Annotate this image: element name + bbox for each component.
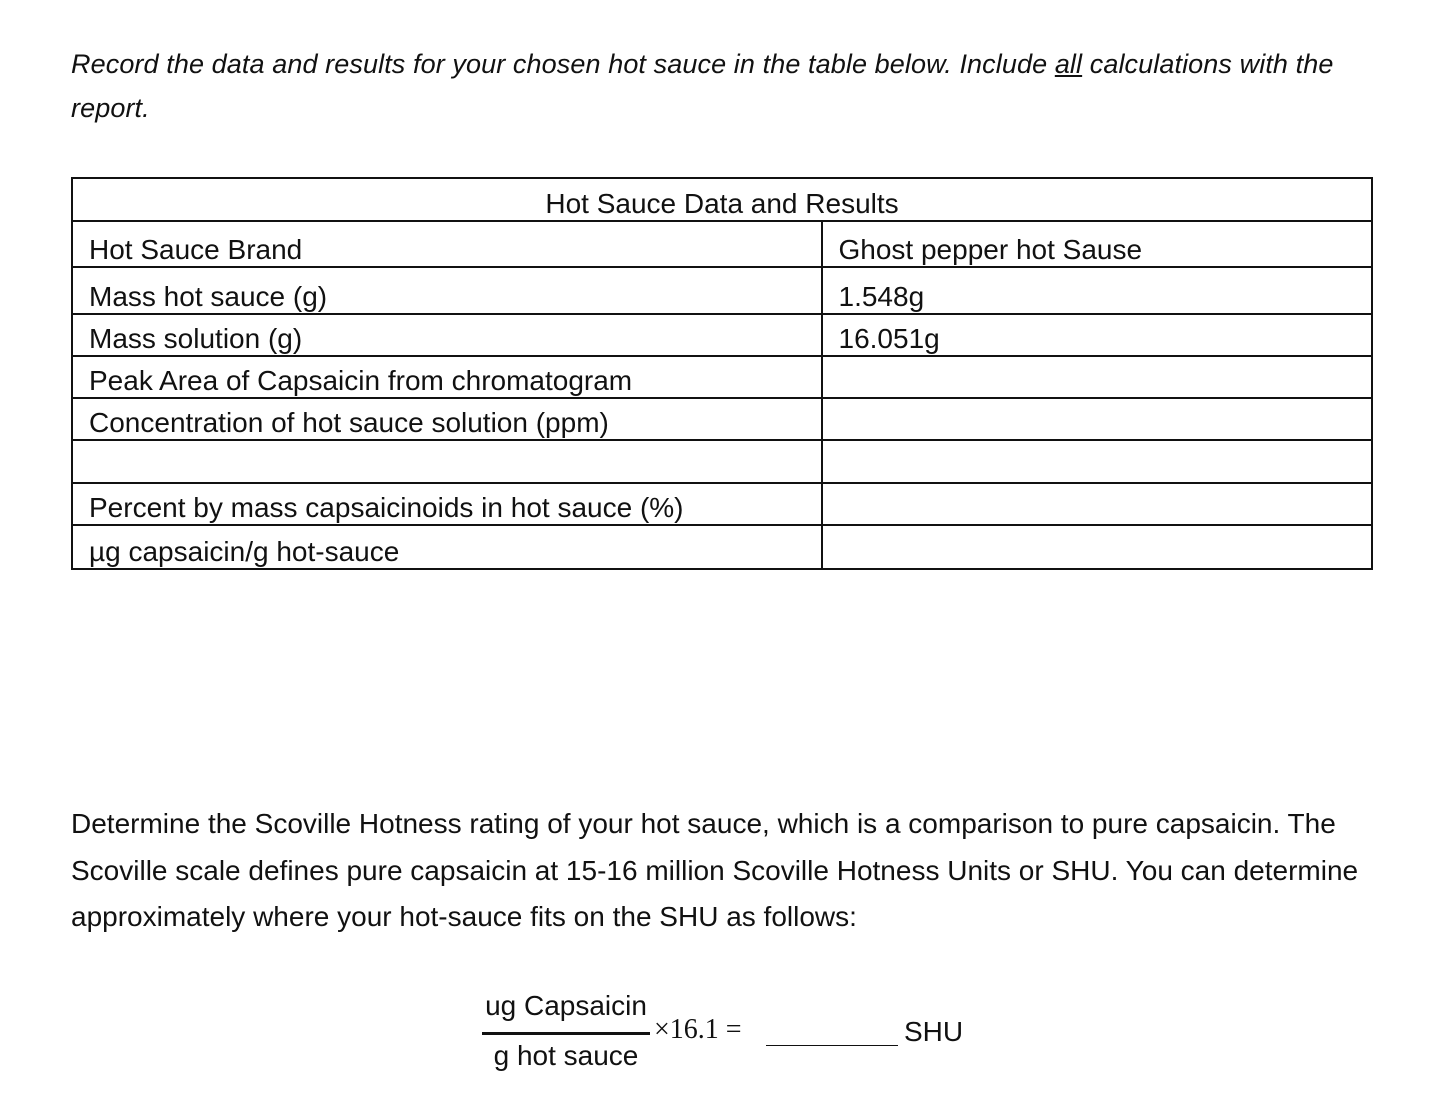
instructions-emphasis: all bbox=[1054, 49, 1083, 79]
instructions-text bbox=[71, 42, 1381, 130]
table-row bbox=[72, 483, 1372, 525]
row-label-percent-mass: Percent by mass capsaicinoids in hot sauce (%) bbox=[72, 483, 822, 525]
shu-answer-blank[interactable] bbox=[766, 1045, 898, 1046]
formula-denominator: g hot sauce bbox=[493, 1040, 639, 1071]
table-row bbox=[72, 525, 1372, 569]
row-value-mass-hot-sauce[interactable]: 1.548g bbox=[822, 267, 1373, 314]
row-label-brand: Hot Sauce Brand bbox=[72, 221, 822, 267]
row-value-ug-per-g[interactable] bbox=[822, 525, 1373, 569]
row-value-percent-mass[interactable] bbox=[822, 483, 1373, 525]
table-title-row bbox=[72, 178, 1372, 221]
row-value-concentration[interactable] bbox=[822, 398, 1373, 440]
row-value-mass-solution[interactable]: 16.051g bbox=[822, 314, 1373, 356]
table-row bbox=[72, 440, 1372, 483]
formula-numerator: ug Capsaicin bbox=[485, 990, 647, 1021]
instructions-text-after: calculations with the report. bbox=[71, 49, 1334, 123]
row-label-mass-hot-sauce: Mass hot sauce (g) bbox=[72, 267, 822, 314]
shu-formula bbox=[480, 990, 1000, 1080]
row-value-brand[interactable]: Ghost pepper hot Sause bbox=[822, 221, 1373, 267]
row-label-empty bbox=[72, 440, 822, 483]
hot-sauce-results-table bbox=[71, 177, 1373, 570]
table-row bbox=[72, 356, 1372, 398]
fraction-bar bbox=[482, 1032, 650, 1035]
table-title: Hot Sauce Data and Results bbox=[72, 178, 1372, 221]
table-row bbox=[72, 267, 1372, 314]
instructions-text-before: Record the data and results for your chosen hot sauce in the table below. Include bbox=[71, 49, 1055, 79]
row-value-empty[interactable] bbox=[822, 440, 1373, 483]
table-row bbox=[72, 314, 1372, 356]
table-row bbox=[72, 221, 1372, 267]
table-row bbox=[72, 398, 1372, 440]
scoville-instructions: Determine the Scoville Hotness rating of your hot sauce, which is a comparison to pure capsaicin. The Scoville scale defines pure capsaicin at 15-16 million Scoville Hotness Units or SHU. You can determine approximately where your hot-sauce fits on the SHU as follows: bbox=[71, 808, 1359, 932]
row-label-peak-area: Peak Area of Capsaicin from chromatogram bbox=[72, 356, 822, 398]
row-label-mass-solution: Mass solution (g) bbox=[72, 314, 822, 356]
row-label-concentration: Concentration of hot sauce solution (ppm) bbox=[72, 398, 822, 440]
row-value-peak-area[interactable] bbox=[822, 356, 1373, 398]
formula-unit: SHU bbox=[904, 1016, 964, 1047]
formula-multiplier: ×16.1 = bbox=[654, 1014, 742, 1045]
row-label-ug-per-g: µg capsaicin/g hot-sauce bbox=[72, 525, 822, 569]
